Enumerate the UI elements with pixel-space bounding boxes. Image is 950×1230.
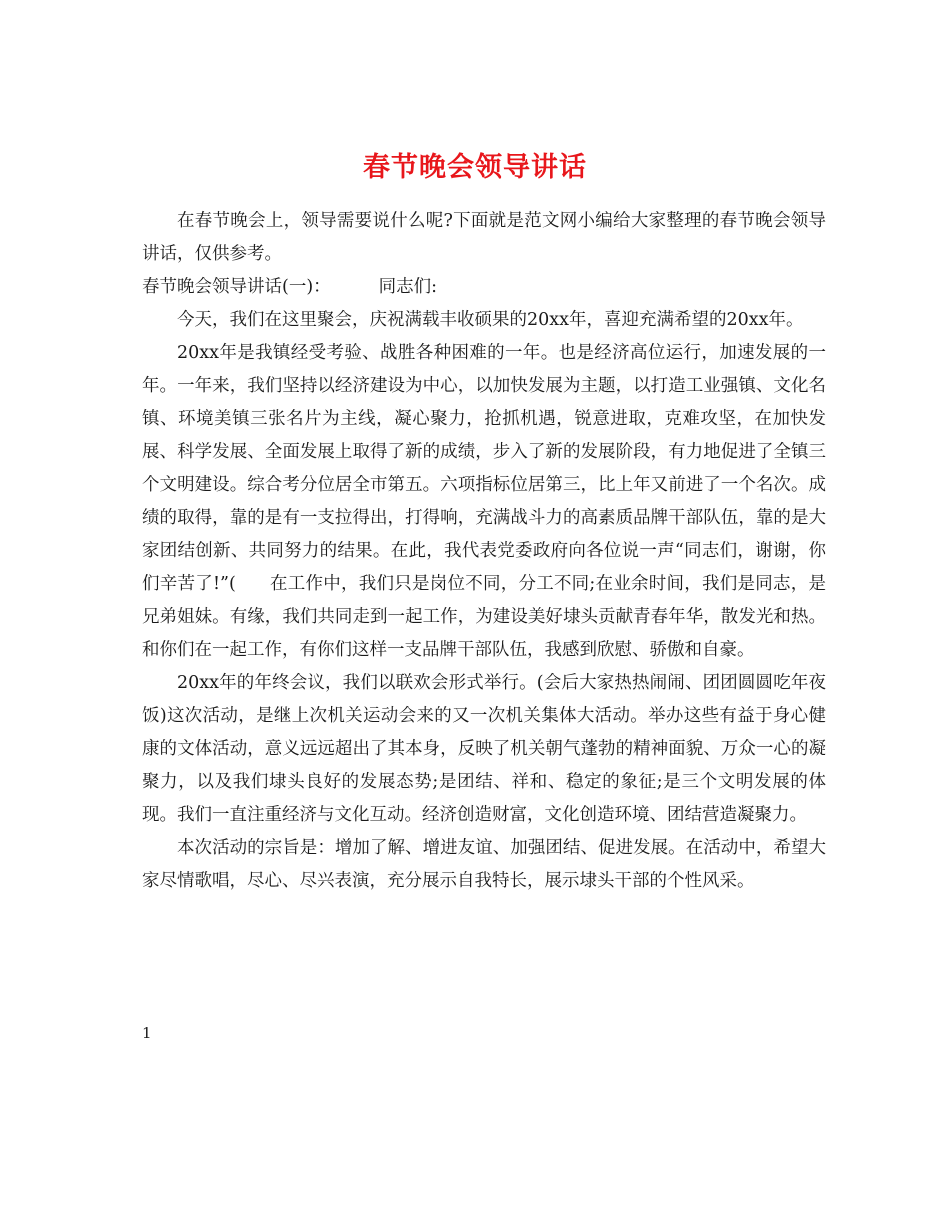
section-heading-line	[142, 271, 826, 304]
paragraph-part: 在工作中，我们只是岗位不同，分工不同;在业余时间，我们是同志，是兄弟姐妹。有缘，我们共同走到一起工作，为建设美好埭头贡献青春年华，散发光和热。和你们在一起工作，有你们这样一支品牌干部队伍，我感到欣慰、骄傲和自豪。	[142, 574, 826, 660]
page-number: 1	[142, 1024, 152, 1042]
document-body	[142, 205, 826, 898]
intro-paragraph: 在春节晚会上，领导需要说什么呢?下面就是范文网小编给大家整理的春节晚会领导讲话，仅供参考。	[142, 211, 826, 264]
body-paragraph: 20xx年的年终会议，我们以联欢会形式举行。(会后大家热热闹闹、团团圆圆吃年夜饭)这次活动，是继上次机关运动会来的又一次机关集体大活动。举办这些有益于身心健康的文体活动，意义远远超出了其本身，反映了机关朝气蓬勃的精神面貌、万众一心的凝聚力，以及我们埭头良好的发展态势;是团结、祥和、稳定的象征;是三个文明发展的体现。我们一直注重经济与文化互动。经济创造财富，文化创造环境、团结营造凝聚力。	[142, 673, 826, 825]
body-paragraph: 本次活动的宗旨是：增加了解、增进友谊、加强团结、促进发展。在活动中，希望大家尽情歌唱，尽心、尽兴表演，充分展示自我特长，展示埭头干部的个性风采。	[142, 838, 826, 891]
paragraph-part: 20xx年是我镇经受考验、战胜各种困难的一年。也是经济高位运行，加速发展的一年。一年来，我们坚持以经济建设为中心，以加快发展为主题，以打造工业强镇、文化名镇、环境美镇三张名片为主线，凝心聚力，抢抓机遇，锐意进取，克难攻坚，在加快发展、科学发展、全面发展上取得了新的成绩，步入了新的发展阶段，有力地促进了全镇三个文明建设。综合考分位居全市第五。六项指标位居第三，比上年又前进了一个名次。成绩的取得，靠的是有一支拉得出，打得响，充满战斗力的高素质品牌干部队伍，靠的是大家团结创新、共同努力的结果。在此，我代表党委政府向各位说一声“同志们，谢谢，你们辛苦了!”(	[142, 343, 826, 594]
body-paragraph	[142, 337, 826, 667]
section-heading: 春节晚会领导讲话(一)：	[142, 277, 331, 297]
document-title: 春节晚会领导讲话	[363, 152, 587, 184]
salutation: 同志们:	[378, 277, 438, 297]
body-paragraph: 今天，我们在这里聚会，庆祝满载丰收硕果的20xx年，喜迎充满希望的20xx年。	[177, 310, 804, 330]
